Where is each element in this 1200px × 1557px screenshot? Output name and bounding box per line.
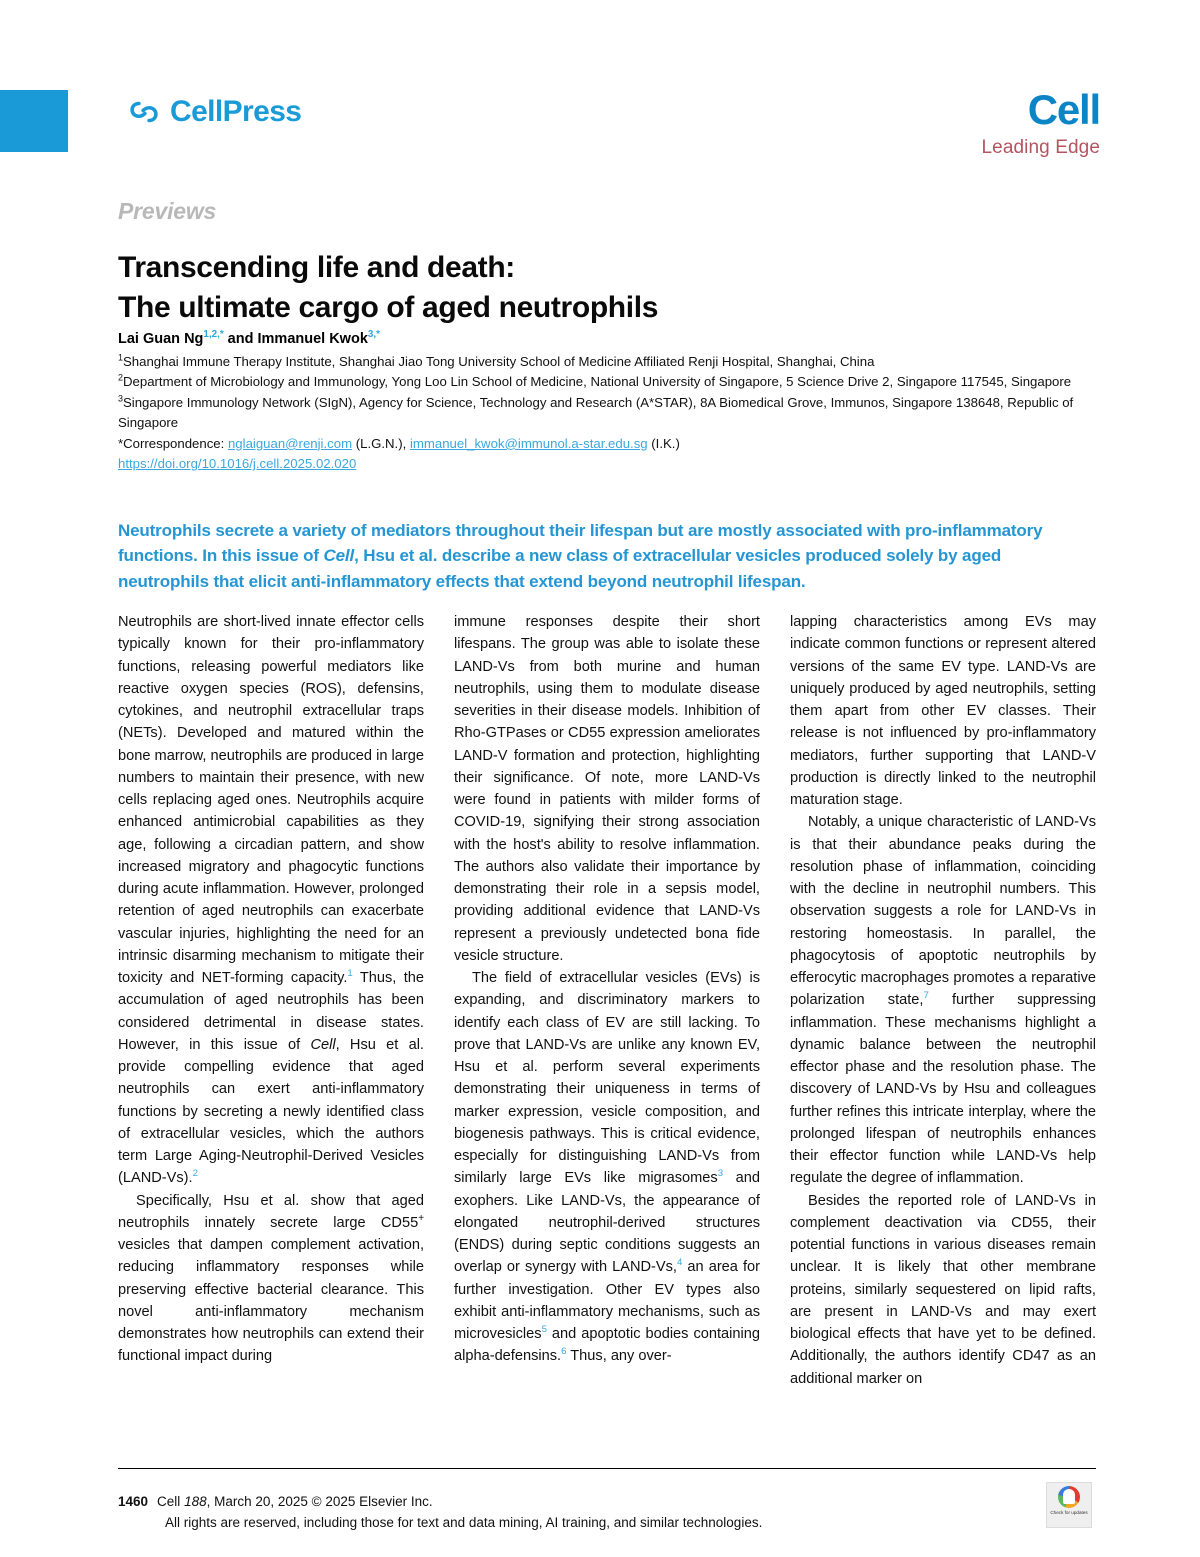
title-line-1: Transcending life and death: bbox=[118, 251, 515, 285]
author-1-affiliation-markers: 1,2,* bbox=[203, 329, 224, 341]
p2c2-text-a: The field of extracellular vesicles (EVs) is expanding, and discriminatory markers to identify each class of EV are still lacking. To prove that LAND-Vs are unlike any known EV, Hsu et al. perform several experiments demonstrating their uniqueness in terms of marker expression, vesicle composition, and biogenesis pathways. This is critical evidence, especially for distinguishing LAND-Vs from similarly large EVs like migrasomes bbox=[454, 970, 760, 1187]
reference-marker-3[interactable]: 3 bbox=[717, 1168, 724, 1180]
p2c2-text-d: and apoptotic bodies containing alpha-defensins. bbox=[454, 1326, 760, 1365]
reference-marker-4[interactable]: 4 bbox=[677, 1257, 683, 1269]
paragraph-2-1: immune responses despite their short lifespans. The group was able to isolate these LAND-Vs from both murine and human neutrophils, using them to modulate disease severities in their disease models. Inhibition of Rho-GTPases or CD55 expression ameliorates LAND-V formation and protection, highlighting their significance. Of note, more LAND-Vs were found in patients with milder forms of COVID-19, signifying their strong association with the host's ability to resolve inflammation. The authors also validate their importance by demonstrating their role in a sepsis model, providing additional evidence that LAND-Vs represent a previously undetected bona fide vesicle structure. bbox=[454, 614, 760, 964]
correspondence-email-1-tag: (L.G.N.), bbox=[352, 435, 410, 451]
p1-journal-name: Cell bbox=[310, 1036, 336, 1053]
affiliation-1 bbox=[118, 352, 1093, 372]
body-column-2 bbox=[454, 611, 760, 1390]
citation-volume: 188 bbox=[184, 1494, 207, 1509]
summary-part-1: Neutrophils secrete a variety of mediators throughout their lifespan but are mostly associated with pro-inflammatory functions. In this issue of bbox=[118, 521, 1043, 566]
doi-line bbox=[118, 454, 1093, 474]
summary-part-2: , Hsu et al. describe a new class of extracellular vesicles produced solely by aged neutrophils that elicit anti-inflammatory effects that extend beyond neutrophil lifespan. bbox=[118, 546, 1002, 591]
title-line-2: The ultimate cargo of aged neutrophils bbox=[118, 290, 659, 324]
cell-press-wordmark: CellPress bbox=[170, 95, 302, 128]
footer-line-1 bbox=[118, 1492, 762, 1513]
author-conjunction: and bbox=[223, 331, 258, 347]
paragraph-3-1: lapping characteristics among EVs may indicate common functions or represent altered versions of the same EV type. LAND-Vs are uniquely produced by aged neutrophils, setting them apart from other EV classes. Their release is not influenced by pro-inflammatory mediators, further supporting that LAND-V production is directly linked to the neutrophil maturation stage. bbox=[790, 614, 1096, 808]
author-2-affiliation-markers: 3,* bbox=[367, 329, 380, 341]
reference-marker-7[interactable]: 7 bbox=[923, 990, 929, 1002]
p1-text-c: , Hsu et al. provide compelling evidence that aged neutrophils can exert anti-inflammatory functions by secreting a newly identified class of extracellular vesicles, which the authors term Large Aging-Neutrophil-Derived Vesicles (LAND-Vs). bbox=[118, 1036, 424, 1187]
correspondence-email-2[interactable]: immanuel_kwok@immunol.a-star.edu.sg bbox=[409, 435, 648, 451]
affiliation-2-marker: 2 bbox=[118, 373, 123, 384]
paragraph-1-2 bbox=[118, 1190, 424, 1368]
journal-logo-block bbox=[982, 88, 1100, 160]
page-title bbox=[118, 248, 1018, 328]
affiliation-3 bbox=[118, 393, 1093, 434]
author-1-name: Lai Guan Ng bbox=[118, 331, 204, 347]
p2c2-text-e: Thus, any over- bbox=[566, 1348, 672, 1365]
crossmark-badge[interactable] bbox=[1046, 1482, 1092, 1528]
affiliation-1-marker: 1 bbox=[118, 352, 123, 363]
journal-wordmark: Cell bbox=[1027, 86, 1100, 133]
citation-part-a: Cell bbox=[157, 1494, 185, 1509]
affiliations-block bbox=[118, 352, 1093, 475]
article-summary bbox=[118, 518, 1096, 594]
p2-text-b: vesicles that dampen complement activation, reducing inflammatory responses while preserving effective bacterial clearance. This novel anti-inflammatory mechanism demonstrates how neutrophils can extend their functional impact during bbox=[118, 1237, 424, 1365]
cell-press-logo[interactable] bbox=[127, 95, 301, 129]
doi-link[interactable]: https://doi.org/10.1016/j.cell.2025.02.020 bbox=[118, 456, 357, 472]
author-list bbox=[118, 330, 380, 349]
cd55-plus-superscript: + bbox=[418, 1212, 424, 1224]
affiliation-2 bbox=[118, 372, 1093, 392]
affiliation-3-marker: 3 bbox=[118, 393, 123, 404]
p2c2-text-b: and exophers. Like LAND-Vs, the appearance of elongated neutrophil-derived structures (ENDS) during septic conditions suggests an overlap or synergy with LAND-Vs, bbox=[454, 1170, 760, 1276]
p2-text-a: Specifically, Hsu et al. show that aged neutrophils innately secrete large CD55 bbox=[118, 1192, 424, 1231]
p2c3-text-a: Notably, a unique characteristic of LAND-Vs is that their abundance peaks during the resolution phase of inflammation, coinciding with the decline in neutrophil numbers. This observation suggests a role for LAND-Vs in restoring homeostasis. In parallel, the phagocytosis of apoptotic neutrophils by efferocytic macrophages promotes a reparative polarization state, bbox=[790, 814, 1096, 1009]
reference-marker-6[interactable]: 6 bbox=[561, 1346, 567, 1358]
affiliation-3-text: Singapore Immunology Network (SIgN), Agency for Science, Technology and Research (A*STAR), 8A Biomedical Grove, Immunos, Singapore 138648, Republic of Singapore bbox=[118, 394, 1074, 431]
citation-part-b: , March 20, 2025 © 2025 Elsevier Inc. bbox=[206, 1494, 433, 1509]
footer-divider bbox=[118, 1468, 1096, 1469]
p2c3-text-b: further suppressing inflammation. These mechanisms highlight a dynamic balance between the neutrophil effector phase and the resolution phase. The discovery of LAND-Vs by Hsu and colleagues further refines this intricate interplay, where the prolonged lifespan of neutrophils enhances their effector function while LAND-Vs help regulate the degree of inflammation. bbox=[790, 992, 1096, 1187]
paragraph-1-1 bbox=[118, 611, 424, 1190]
crossmark-icon bbox=[1058, 1486, 1080, 1508]
paragraph-3-3: Besides the reported role of LAND-Vs in complement deactivation via CD55, their potential functions in various diseases remain unclear. It is likely that other membrane proteins, similarly sequestered on lipid rafts, are present in LAND-Vs and may exert biological effects that have yet to be defined. Additionally, the authors identify CD47 as an additional marker on bbox=[790, 1192, 1096, 1387]
correspondence-email-2-tag: (I.K.) bbox=[647, 435, 680, 451]
summary-journal-name: Cell bbox=[323, 546, 355, 566]
journal-section-label: Leading Edge bbox=[981, 137, 1100, 159]
paragraph-3-2 bbox=[790, 811, 1096, 1189]
article-kicker: Previews bbox=[118, 198, 217, 224]
p1-text-a: Neutrophils are short-lived innate effector cells typically known for their pro-inflammatory functions, releasing powerful mediators like reactive oxygen species (ROS), defensins, cytokines, and neutrophil extracellular traps (NETs). Developed and matured within the bone marrow, neutrophils are produced in large numbers to maintain their presence, with new cells replacing aged ones. Neutrophils acquire enhanced antimicrobial capabilities as they age, following a circadian pattern, and show increased migratory and phagocytic functions during acute inflammation. However, prolonged retention of aged neutrophils can exacerbate vascular injuries, highlighting the need for an intrinsic disarming mechanism to mitigate their toxicity and NET-forming capacity. bbox=[118, 614, 424, 986]
body-columns bbox=[118, 611, 1096, 1390]
p2c2-text-c: an area for further investigation. Other EV types also exhibit anti-inflammatory mechanisms, such as microvesicles bbox=[454, 1259, 760, 1342]
page-footer bbox=[118, 1492, 762, 1533]
p1-text-b: Thus, the accumulation of aged neutrophils has been considered detrimental in disease states. However, in this issue of bbox=[118, 970, 425, 1053]
affiliation-1-text: Shanghai Immune Therapy Institute, Shanghai Jiao Tong University School of Medicine Affiliated Renji Hospital, Shanghai, China bbox=[123, 354, 875, 369]
cell-press-mark-icon bbox=[127, 95, 161, 129]
affiliation-2-text: Department of Microbiology and Immunology, Yong Loo Lin School of Medicine, National University of Singapore, 5 Science Drive 2, Singapore 117545, Singapore bbox=[123, 374, 1072, 390]
page-number: 1460 bbox=[118, 1494, 149, 1509]
correspondence-line bbox=[118, 434, 1093, 454]
correspondence-label: *Correspondence: bbox=[118, 435, 228, 451]
body-column-1 bbox=[118, 611, 424, 1390]
reference-marker-5[interactable]: 5 bbox=[541, 1324, 547, 1336]
correspondence-email-1[interactable]: nglaiguan@renji.com bbox=[227, 435, 353, 451]
footer-rights-line: All rights are reserved, including those for text and data mining, AI training, and similar technologies. bbox=[165, 1514, 763, 1530]
reference-marker-2[interactable]: 2 bbox=[192, 1168, 198, 1180]
author-2-name: Immanuel Kwok bbox=[257, 331, 368, 347]
blue-corner-tab bbox=[0, 90, 68, 152]
crossmark-label: Check for updates bbox=[1050, 1510, 1088, 1515]
body-column-3 bbox=[790, 611, 1096, 1390]
reference-marker-1[interactable]: 1 bbox=[347, 968, 353, 980]
paragraph-2-2 bbox=[454, 967, 760, 1368]
